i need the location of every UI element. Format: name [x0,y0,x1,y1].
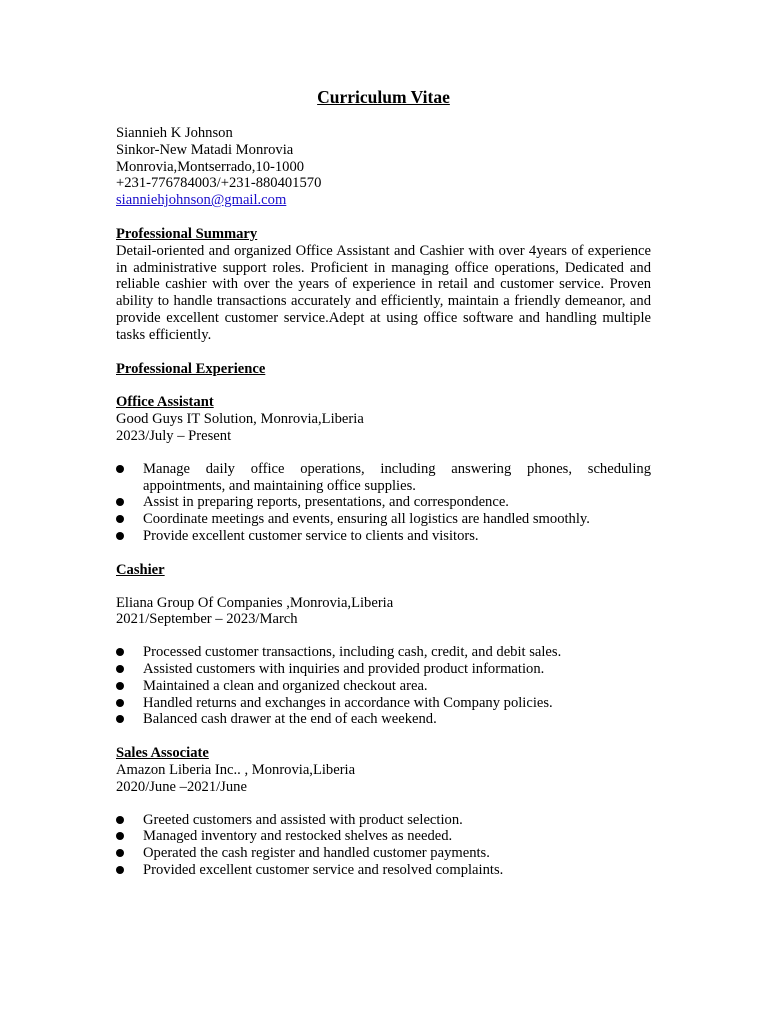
experience-heading: Professional Experience [116,360,266,377]
job-dates: 2020/June –2021/June [116,778,247,795]
contact-email-link[interactable]: sianniehjohnson@gmail.com [116,192,287,209]
bullet-dot-icon [116,699,124,707]
bullet-dot-icon [116,465,124,473]
contact-phone: +231-776784003/+231-880401570 [116,175,322,192]
list-item: Assist in preparing reports, presentations, and correspondence. [116,494,651,511]
bullet-dot-icon [116,832,124,840]
bullet-dot-icon [116,849,124,857]
job-office-assistant [116,394,651,544]
list-item: Coordinate meetings and events, ensuring all logistics are handled smoothly. [116,511,651,528]
job-title: Cashier [116,561,165,578]
contact-block [116,125,651,209]
list-item: Processed customer transactions, including cash, credit, and debit sales. [116,644,651,661]
list-item: Greeted customers and assisted with product selection. [116,812,651,829]
list-item: Provide excellent customer service to clients and visitors. [116,528,651,545]
job-cashier [116,562,651,728]
contact-address-line-1: Sinkor-New Matadi Monrovia [116,141,294,158]
contact-name: Siannieh K Johnson [116,125,233,141]
contact-address-line-2: Monrovia,Montserrado,10-1000 [116,158,305,175]
list-item: Provided excellent customer service and resolved complaints. [116,862,651,879]
summary-text: Detail-oriented and organized Office Assistant and Cashier with over 4years of experience in administrative support roles. Proficient in managing office operations, Dedicated and reliable cashier with over the years of experience in retail and customer service. Proven ability to handle transactions accurately and efficiently, maintain a friendly demeanor, and provide excellent customer service.Adept at using office software and handling multiple tasks efficiently. [116,242,651,343]
bullet-dot-icon [116,816,124,824]
list-item: Assisted customers with inquiries and provided product information. [116,661,651,678]
summary-section [116,226,651,344]
bullet-dot-icon [116,532,124,540]
job-company: Eliana Group Of Companies ,Monrovia,Liberia [116,594,394,611]
bullet-dot-icon [116,498,124,506]
bullet-dot-icon [116,715,124,723]
list-item: Maintained a clean and organized checkout area. [116,678,651,695]
bullet-dot-icon [116,648,124,656]
job-bullets [116,644,651,728]
bullet-dot-icon [116,682,124,690]
bullet-dot-icon [116,866,124,874]
job-title: Office Assistant [116,394,214,411]
job-bullets [116,812,651,879]
job-bullets [116,461,651,545]
summary-heading: Professional Summary [116,225,258,242]
bullet-dot-icon [116,515,124,523]
job-sales-associate [116,745,651,879]
list-item: Handled returns and exchanges in accordance with Company policies. [116,695,651,712]
job-company: Amazon Liberia Inc.. , Monrovia,Liberia [116,761,356,778]
list-item: Operated the cash register and handled customer payments. [116,845,651,862]
bullet-dot-icon [116,665,124,673]
job-company: Good Guys IT Solution, Monrovia,Liberia [116,411,364,428]
document-title: Curriculum Vitae [317,87,450,107]
job-dates: 2023/July – Present [116,427,232,444]
cv-page [116,86,651,879]
job-dates: 2021/September – 2023/March [116,611,298,628]
list-item: Manage daily office operations, including answering phones, scheduling appointments, and maintaining office supplies. [116,461,651,495]
job-title: Sales Associate [116,745,209,762]
list-item: Balanced cash drawer at the end of each weekend. [116,711,651,728]
list-item: Managed inventory and restocked shelves as needed. [116,828,651,845]
